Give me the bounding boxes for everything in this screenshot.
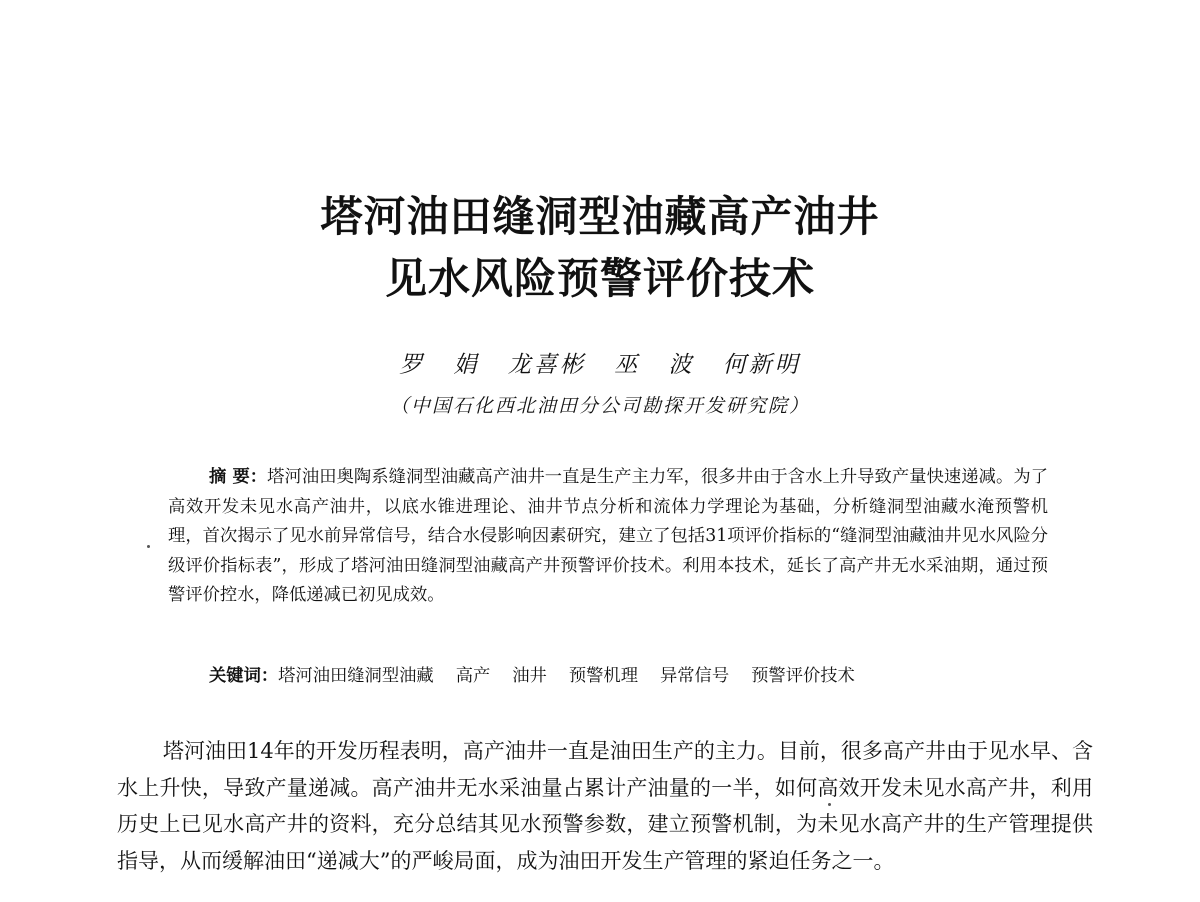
keyword: 塔河油田缝洞型油藏 <box>278 666 434 686</box>
author-name: 罗 娟 <box>399 352 480 378</box>
paper-title-line-1: 塔河油田缝洞型油藏高产油井 <box>320 192 880 241</box>
keyword: 油井 <box>512 666 547 686</box>
author-name: 龙喜彬 <box>507 352 586 378</box>
keywords-section <box>209 663 1069 689</box>
paper-title-line-2: 见水风险预警评价技术 <box>384 254 815 303</box>
body-section <box>117 733 1093 879</box>
author-affiliation: （中国石化西北油田分公司勘探开发研究院） <box>389 395 810 417</box>
keyword: 预警评价技术 <box>751 666 855 686</box>
author-list <box>0 350 1200 380</box>
abstract-text: 塔河油田奥陶系缝洞型油藏高产油井一直是生产主力军，很多井由于含水上升导致产量快速递减。为了高效开发未见水高产油井，以底水锥进理论、油井节点分析和流体力学理论为基础，分析缝洞型油藏水淹预警机理，首次揭示了见水前异常信号，结合水侵影响因素研究，建立了包括31项评价指标的“缝洞型油藏油井见水风险分级评价指标表”，形成了塔河油田缝洞型油藏高产井预警评价技术。利用本技术，延长了高产井无水采油期，通过预警评价控水，降低递减已初见成效。 <box>168 467 1048 606</box>
keyword: 预警机理 <box>568 666 638 686</box>
abstract-label: 摘 要： <box>209 467 268 487</box>
author-name: 何新明 <box>722 352 801 378</box>
keyword: 高产 <box>455 666 491 686</box>
abstract-paragraph <box>168 463 1048 611</box>
abstract-section <box>168 463 1048 611</box>
author-name: 巫 波 <box>614 352 695 378</box>
body-paragraph: 塔河油田14年的开发历程表明，高产油井一直是油田生产的主力。目前，很多高产井由于见水早、含水上升快，导致产量递减。高产油井无水采油量占累计产油量的一半，如何高效开发未见水高产井，利用历史上已见水高产井的资料，充分总结其见水预警参数，建立预警机制，为未见水高产井的生产管理提供指导，从而缓解油田“递减大”的严峻局面，成为油田开发生产管理的紧迫任务之一。 <box>117 739 1093 873</box>
scan-speck <box>828 803 831 806</box>
keywords-label: 关键词： <box>209 666 279 686</box>
keyword: 异常信号 <box>659 666 730 686</box>
scan-speck <box>147 545 150 548</box>
